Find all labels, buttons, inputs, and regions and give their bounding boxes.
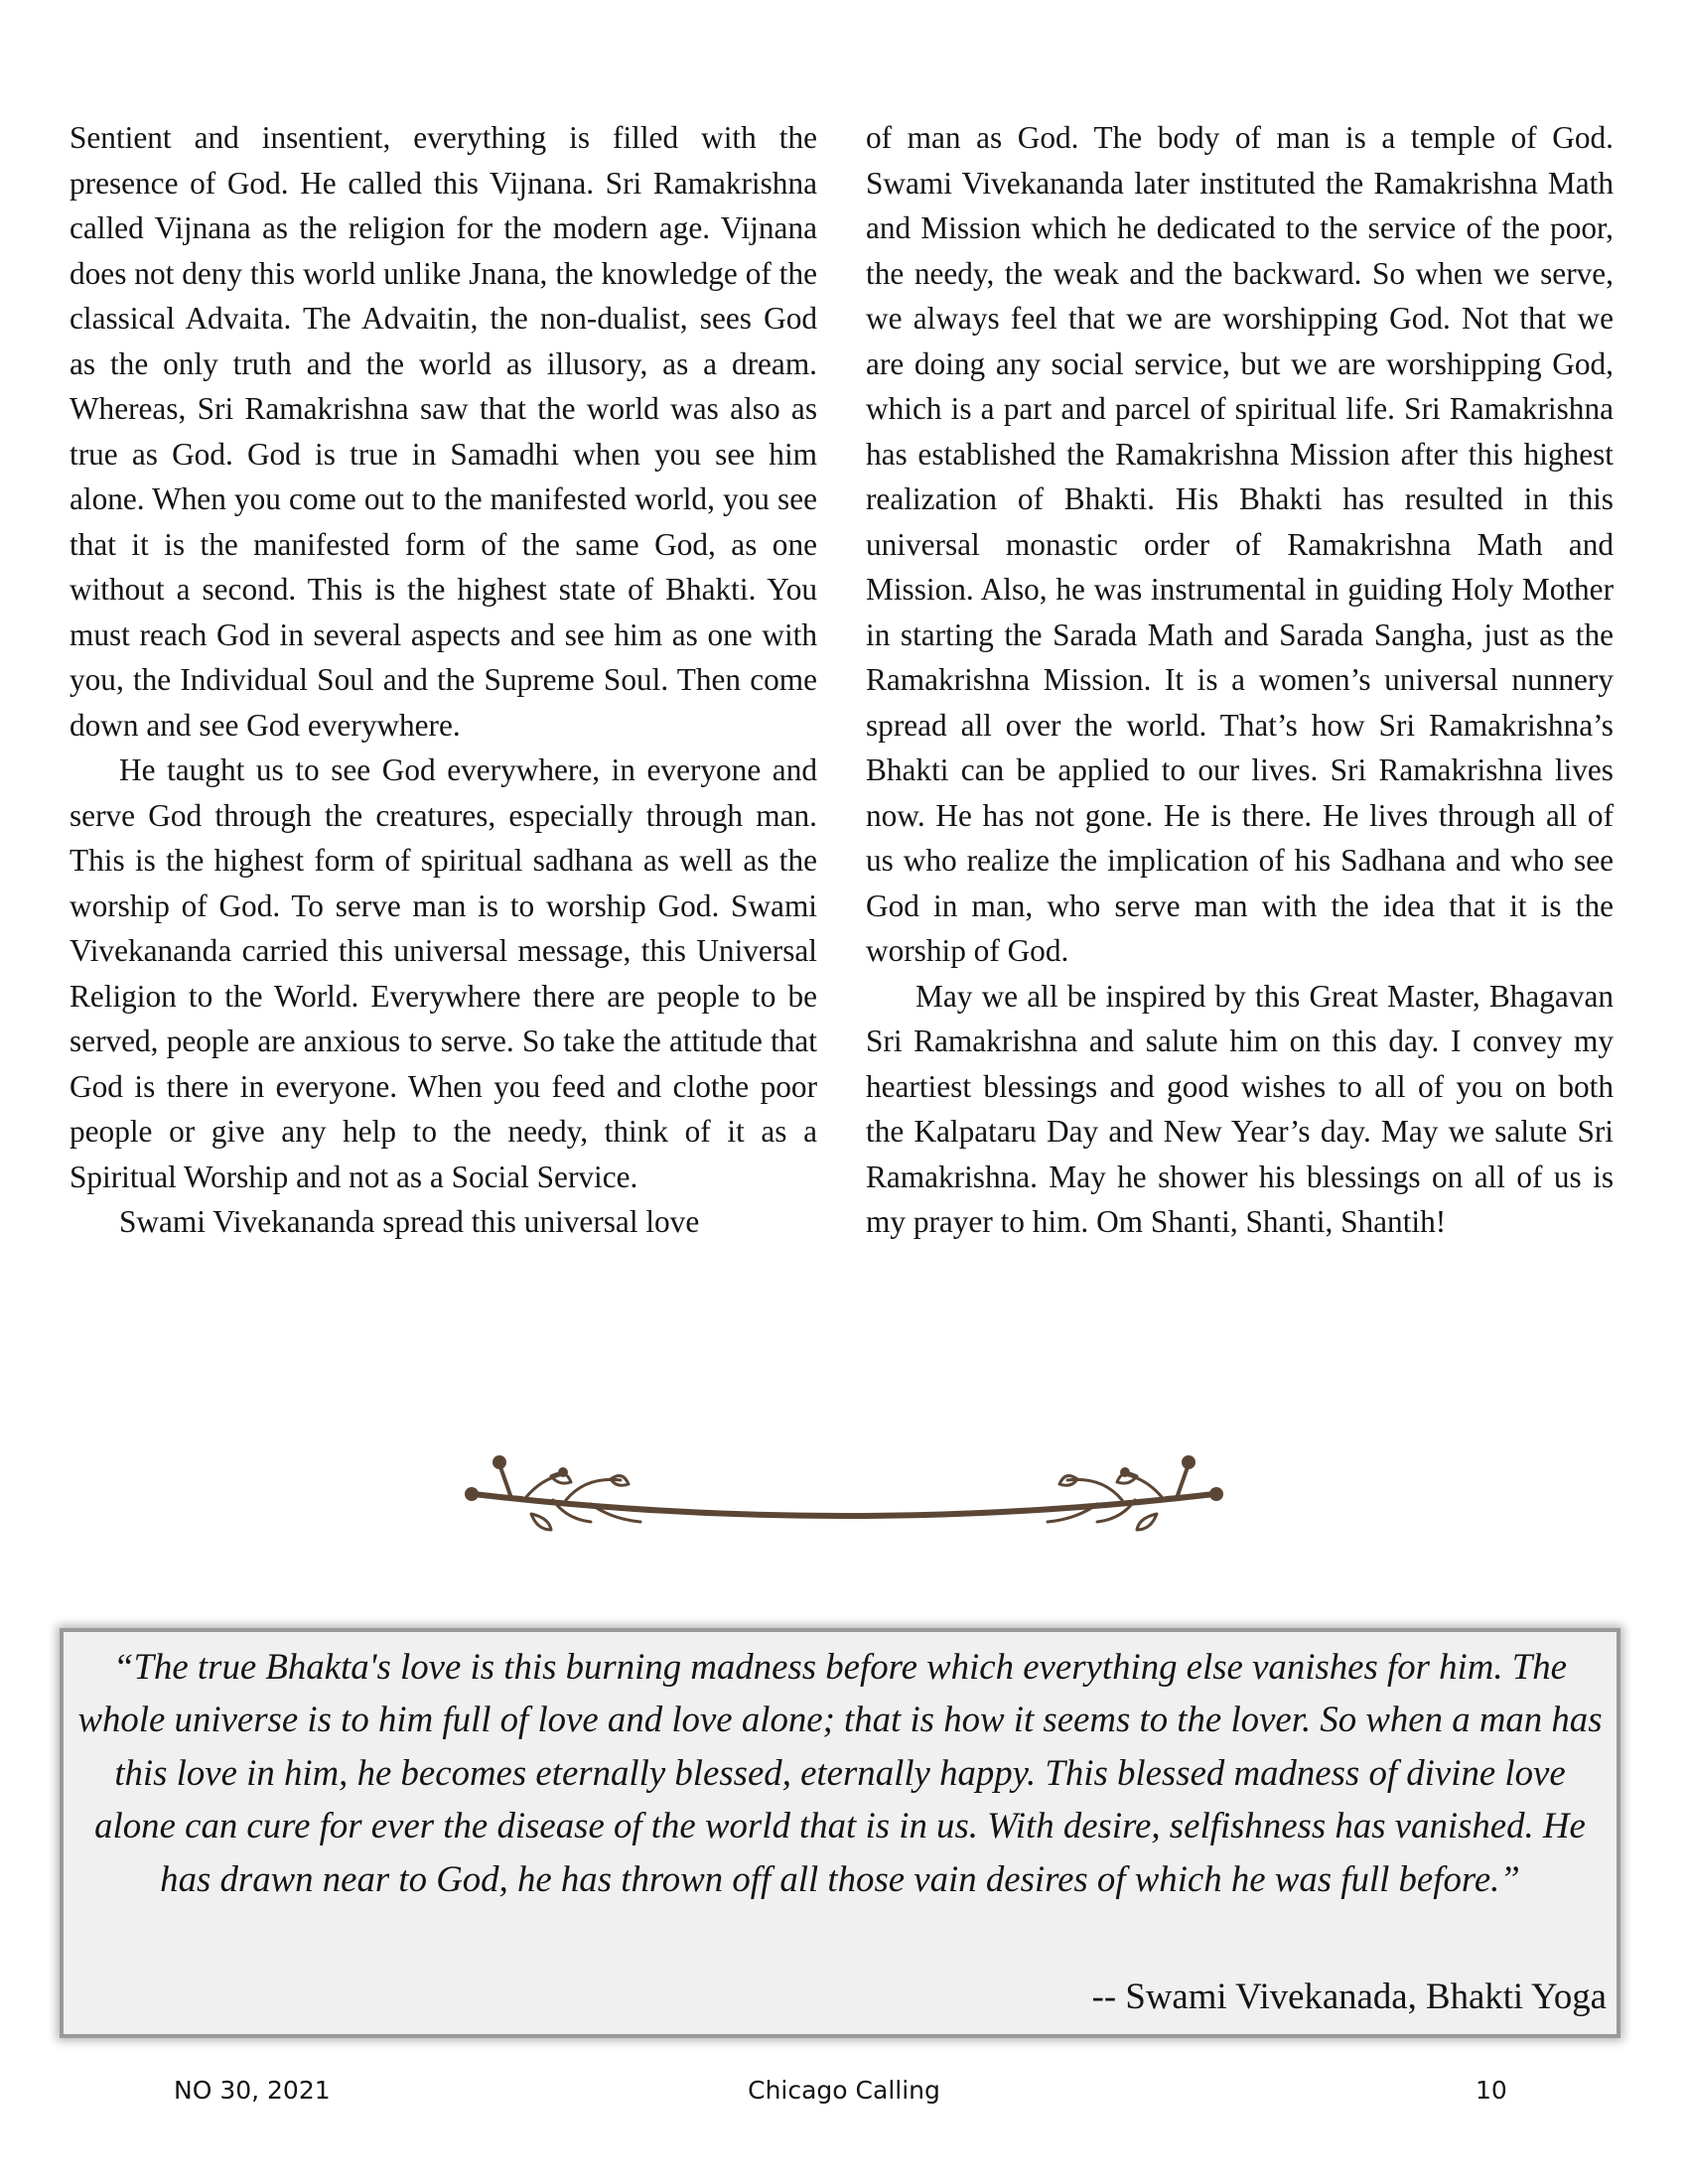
footer-issue: NO 30, 2021 <box>174 2076 331 2105</box>
body-paragraph: of man as God. The body of man is a temple of God. Swami Vivekananda later instituted the Ramakrishna Math and Mission which he dedicated to the service of the poor, the needy, the weak and the backward. So when we serve, we always feel that we are worshipping God. Not that we are doing any social service, but we are worshipping God, which is a part and parcel of spiritual life. Sri Ramakrishna has established the Ramakrishna Mission after this highest realization of Bhakti. His Bhakti has resulted in this universal monastic order of Ramakrishna Math and Mission. Also, he was instrumental in guiding Holy Mother in starting the Sarada Math and Sarada Sangha, just as the Ramakrishna Mission. It is a women’s universal nunnery spread all over the world. That’s how Sri Ramakrishna’s Bhakti can be applied to our lives. Sri Ramakrishna lives now. He has not gone. He is there. He lives through all of us who realize the implication of his Sadhana and who see God in man, who serve man with the idea that it is the worship of God. <box>866 120 1614 968</box>
floral-branch-divider-icon <box>452 1434 1236 1554</box>
quote-attribution: -- Swami Vivekanada, Bhakti Yoga <box>1091 1976 1607 2016</box>
footer-publication: Chicago Calling <box>748 2076 940 2105</box>
right-text-column <box>866 115 1614 1245</box>
body-paragraph: Sentient and insentient, everything is filled with the presence of God. He called this Vijnana. Sri Ramakrishna called Vijnana as the religion for the modern age. Vijnana does not deny this world unlike Jnana, the knowledge of the classical Advaita. The Advaitin, the non-dualist, sees God as the only truth and the world as illusory, as a dream. Whereas, Sri Ramakrishna saw that the world was also as true as God. God is true in Samadhi when you see him alone. When you come out to the manifested world, you see that it is the manifested form of the same God, as one without a second. This is the highest state of Bhakti. You must reach God in several aspects and see him as one with you, the Individual Soul and the Supreme Soul. Then come down and see God everywhere. <box>70 120 817 743</box>
body-paragraph: Swami Vivekananda spread this universal love <box>119 1204 700 1239</box>
left-text-column <box>70 115 817 1245</box>
body-paragraph: He taught us to see God everywhere, in everyone and serve God through the creatures, especially through man. This is the highest form of spiritual sadhana as well as the worship of God. To serve man is to worship God. Swami Vivekananda carried this universal message, this Universal Religion to the World. Everywhere there are people to be served, people are anxious to serve. So take the attitude that God is there in everyone. When you feed and clothe poor people or give any help to the needy, think of it as a Spiritual Worship and not as a Social Service. <box>70 752 817 1194</box>
quote-text: “The true Bhakta's love is this burning madness before which everything else vanishes for him. The whole universe is to him full of love and love alone; that is how it seems to the lover. So when a man has this love in him, he becomes eternally blessed, eternally happy. This blessed madness of divine love alone can cure for ever the disease of the world that is in us. With desire, selfishness has vanished. He has drawn near to God, he has thrown off all those vain desires of which he was full before.” <box>77 1646 1603 1899</box>
body-paragraph: May we all be inspired by this Great Master, Bhagavan Sri Ramakrishna and salute him on this day. I convey my heartiest blessings and good wishes to all of you on both the Kalpataru Day and New Year’s day. May we salute Sri Ramakrishna. May he shower his blessings on all of us is my prayer to him. Om Shanti, Shanti, Shantih! <box>866 978 1614 1239</box>
footer-page-number: 10 <box>1476 2076 1507 2105</box>
quote-box <box>60 1628 1620 2038</box>
